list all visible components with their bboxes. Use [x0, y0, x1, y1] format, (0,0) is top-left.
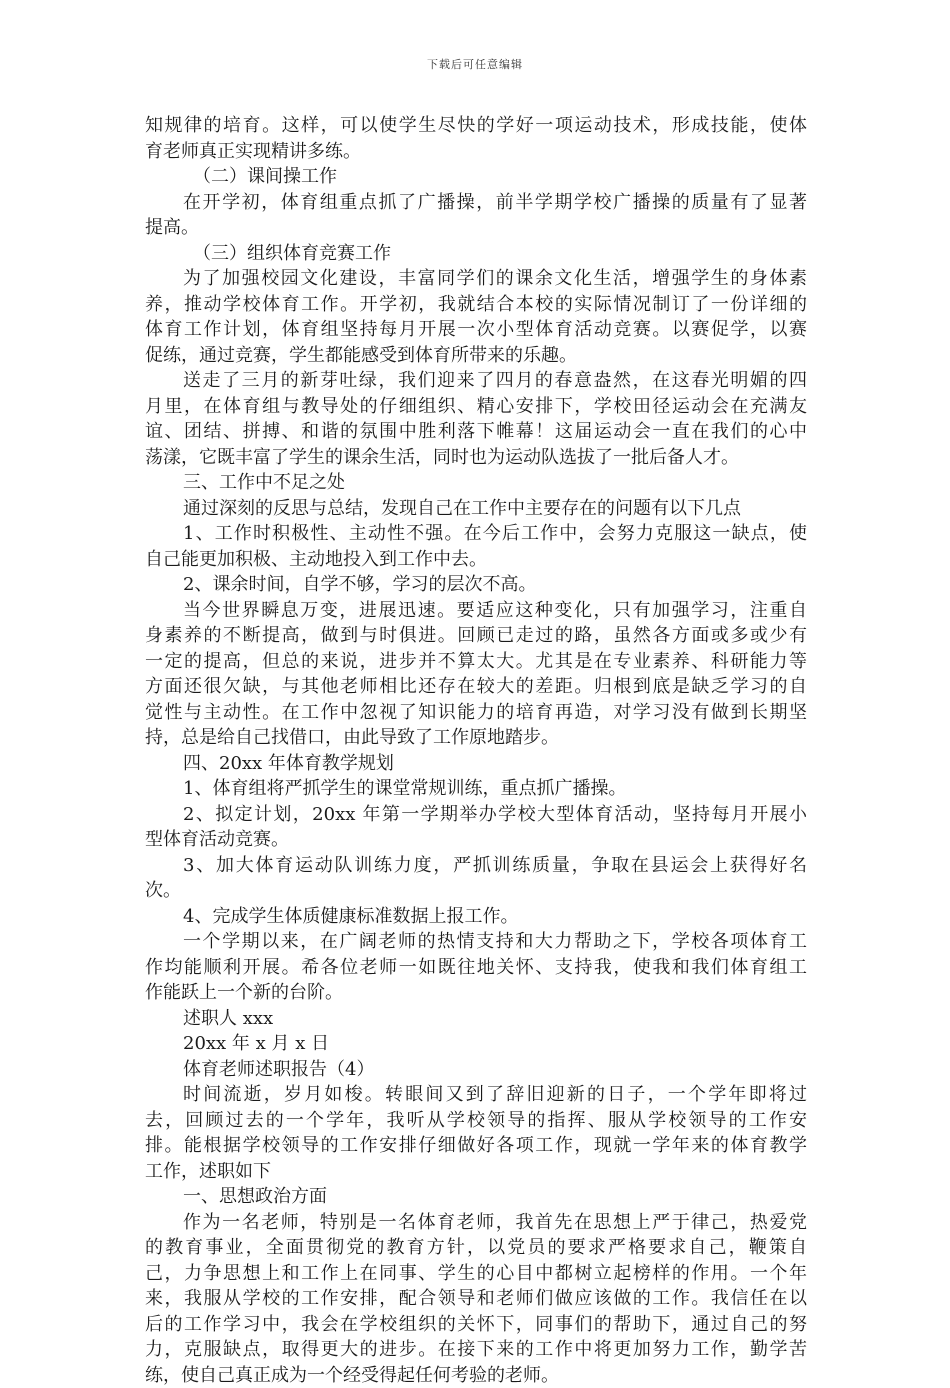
text-line: 20xx 年 x 月 x 日 — [145, 1031, 807, 1057]
document-body — [145, 113, 807, 1388]
text-line: 去，回顾过去的一个学年，我听从学校领导的指挥、服从学校领导的工作安 — [145, 1108, 807, 1134]
text-line: 谊、团结、拼搏、和谐的氛围中胜利落下帷幕！这届运动会一直在我们的心中 — [145, 419, 807, 445]
text-line: 觉性与主动性。在工作中忽视了知识能力的培育再造，对学习没有做到长期坚 — [145, 700, 807, 726]
text-line: 自己能更加积极、主动地投入到工作中去。 — [145, 547, 807, 573]
text-line: 4、完成学生体质健康标准数据上报工作。 — [145, 904, 807, 930]
text-line: 练，使自己真正成为一个经受得起任何考验的老师。 — [145, 1363, 807, 1388]
text-line: 1、体育组将严抓学生的课堂常规训练，重点抓广播操。 — [145, 776, 807, 802]
text-line: 当今世界瞬息万变，进展迅速。要适应这种变化，只有加强学习，注重自 — [145, 598, 807, 624]
text-line: 育老师真正实现精讲多练。 — [145, 139, 807, 165]
text-line: 一、思想政治方面 — [145, 1184, 807, 1210]
text-line: 三、工作中不足之处 — [145, 470, 807, 496]
text-line: 方面还很欠缺，与其他老师相比还存在较大的差距。归根到底是缺乏学习的自 — [145, 674, 807, 700]
text-line: 通过深刻的反思与总结，发现自己在工作中主要存在的问题有以下几点 — [145, 496, 807, 522]
text-line: 持，总是给自己找借口，由此导致了工作原地踏步。 — [145, 725, 807, 751]
text-line: 一定的提高，但总的来说，进步并不算太大。尤其是在专业素养、科研能力等 — [145, 649, 807, 675]
text-line: 2、课余时间，自学不够，学习的层次不高。 — [145, 572, 807, 598]
text-line: 来，我服从学校的工作安排，配合领导和老师们做应该做的工作。我信任在以 — [145, 1286, 807, 1312]
text-line: 在开学初，体育组重点抓了广播操，前半学期学校广播操的质量有了显著 — [145, 190, 807, 216]
text-line: 后的工作学习中，我会在学校组织的关怀下，同事们的帮助下，通过自己的努 — [145, 1312, 807, 1338]
text-line: 一个学期以来，在广阔老师的热情支持和大力帮助之下，学校各项体育工 — [145, 929, 807, 955]
text-line: （二）课间操工作 — [145, 164, 807, 190]
text-line: 四、20xx 年体育教学规划 — [145, 751, 807, 777]
text-line: 2、拟定计划，20xx 年第一学期举办学校大型体育活动，坚持每月开展小 — [145, 802, 807, 828]
text-line: （三）组织体育竞赛工作 — [145, 241, 807, 267]
text-line: 1、工作时积极性、主动性不强。在今后工作中，会努力克服这一缺点，使 — [145, 521, 807, 547]
text-line: 3、加大体育运动队训练力度，严抓训练质量，争取在县运会上获得好名 — [145, 853, 807, 879]
text-line: 时间流逝，岁月如梭。转眼间又到了辞旧迎新的日子，一个学年即将过 — [145, 1082, 807, 1108]
text-line: 己，力争思想上和工作上在同事、学生的心目中都树立起榜样的作用。一个年 — [145, 1261, 807, 1287]
text-line: 月里，在体育组与教导处的仔细组织、精心安排下，学校田径运动会在充满友 — [145, 394, 807, 420]
text-line: 为了加强校园文化建设，丰富同学们的课余文化生活，增强学生的身体素 — [145, 266, 807, 292]
text-line: 次。 — [145, 878, 807, 904]
text-line: 体育老师述职报告（4） — [145, 1057, 807, 1083]
text-line: 作均能顺利开展。希各位老师一如既往地关怀、支持我，使我和我们体育组工 — [145, 955, 807, 981]
text-line: 型体育活动竞赛。 — [145, 827, 807, 853]
text-line: 知规律的培育。这样，可以使学生尽快的学好一项运动技术，形成技能，使体 — [145, 113, 807, 139]
text-line: 的教育事业，全面贯彻党的教育方针，以党员的要求严格要求自己，鞭策自 — [145, 1235, 807, 1261]
text-line: 促练，通过竞赛，学生都能感受到体育所带来的乐趣。 — [145, 343, 807, 369]
text-line: 排。能根据学校领导的工作安排仔细做好各项工作，现就一学年来的体育教学 — [145, 1133, 807, 1159]
text-line: 力，克服缺点，取得更大的进步。在接下来的工作中将更加努力工作，勤学苦 — [145, 1337, 807, 1363]
text-line: 荡漾，它既丰富了学生的课余生活，同时也为运动队选拔了一批后备人才。 — [145, 445, 807, 471]
text-line: 养，推动学校体育工作。开学初，我就结合本校的实际情况制订了一份详细的 — [145, 292, 807, 318]
text-line: 述职人 xxx — [145, 1006, 807, 1032]
text-line: 送走了三月的新芽吐绿，我们迎来了四月的春意盎然，在这春光明媚的四 — [145, 368, 807, 394]
text-line: 提高。 — [145, 215, 807, 241]
text-line: 作为一名老师，特别是一名体育老师，我首先在思想上严于律己，热爱党 — [145, 1210, 807, 1236]
text-line: 身素养的不断提高，做到与时俱进。回顾已走过的路，虽然各方面或多或少有 — [145, 623, 807, 649]
page-header-note: 下载后可任意编辑 — [0, 56, 950, 72]
text-line: 体育工作计划，体育组坚持每月开展一次小型体育活动竞赛。以赛促学，以赛 — [145, 317, 807, 343]
text-line: 工作，述职如下 — [145, 1159, 807, 1185]
text-line: 作能跃上一个新的台阶。 — [145, 980, 807, 1006]
